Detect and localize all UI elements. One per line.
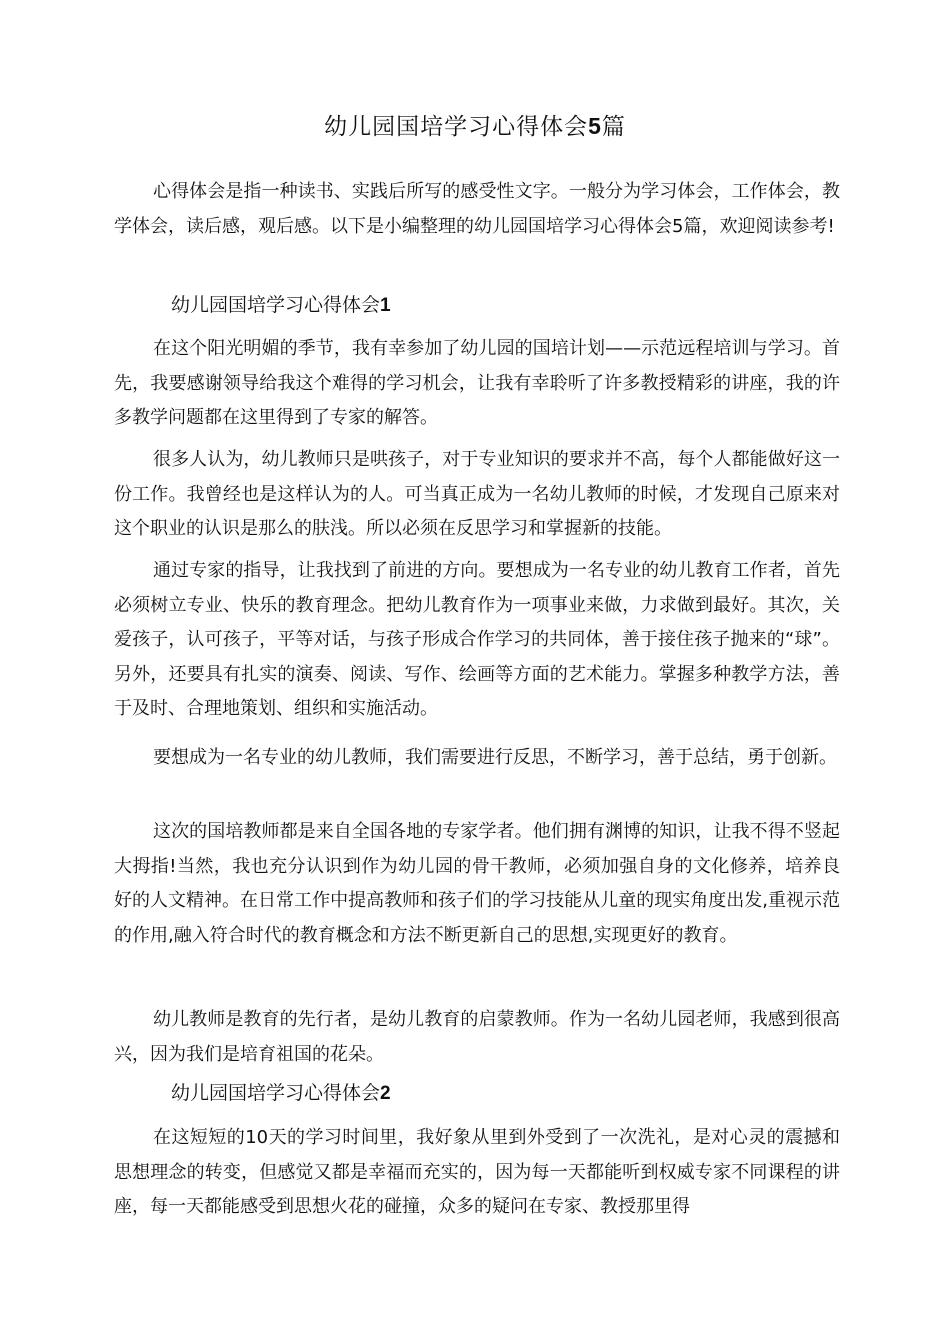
section-2-heading-text: 幼儿园国培学习心得体会 <box>171 1082 381 1104</box>
section-1-heading <box>171 288 391 323</box>
section-2-paragraph: 在这短短的10天的学习时间里，我好象从里到外受到了一次洗礼，是对心灵的震撼和思想理念的转变，但感觉又都是幸福而充实的，因为每一天都能听到权威专家不同课程的讲座，每一天都能感受到思想火花的碰撞，众多的疑问在专家、教授那里得 <box>114 1127 840 1218</box>
section-1-heading-text: 幼儿园国培学习心得体会 <box>171 294 381 316</box>
section-1-paragraph: 幼儿教师是教育的先行者，是幼儿教育的启蒙教师。作为一名幼儿园老师，我感到很高兴，因为我们是培育祖国的花朵。 <box>114 1009 840 1065</box>
section-2-heading-number: 2 <box>380 1083 391 1104</box>
section-1-heading-number: 1 <box>380 295 391 316</box>
section-1-paragraph: 在这个阳光明媚的季节，我有幸参加了幼儿园的国培计划——示范远程培训与学习。首先，我要感谢领导给我这个难得的学习机会，让我有幸聆听了许多教授精彩的讲座，我的许多教学问题都在这里得到了专家的解答。 <box>114 338 840 429</box>
intro-paragraph: 心得体会是指一种读书、实践后所写的感受性文字。一般分为学习体会，工作体会，教学体会，读后感，观后感。以下是小编整理的幼儿园国培学习心得体会5篇，欢迎阅读参考! <box>114 181 840 237</box>
section-1-paragraph: 要想成为一名专业的幼儿教师，我们需要进行反思，不断学习，善于总结，勇于创新。 <box>153 747 837 768</box>
section-2-heading <box>171 1076 391 1111</box>
section-1-paragraph: 很多人认为，幼儿教师只是哄孩子，对于专业知识的要求并不高，每个人都能做好这一份工作。我曾经也是这样认为的人。可当真正成为一名幼儿教师的时候，才发现自己原来对这个职业的认识是那么的肤浅。所以必须在反思学习和掌握新的技能。 <box>114 449 840 540</box>
document-title-number: 5 <box>588 113 602 139</box>
section-1-paragraph: 通过专家的指导，让我找到了前进的方向。要想成为一名专业的幼儿教育工作者，首先必须树立专业、快乐的教育理念。把幼儿教育作为一项事业来做，力求做到最好。其次，关爱孩子，认可孩子，平等对话，与孩子形成合作学习的共同体，善于接住孩子抛来的“球”。另外，还要具有扎实的演奏、阅读、写作、绘画等方面的艺术能力。掌握多种教学方法，善于及时、合理地策划、组织和实施活动。 <box>114 560 840 720</box>
document-title <box>0 106 950 147</box>
document-title-text: 幼儿园国培学习心得体会 <box>324 114 589 140</box>
section-1-paragraph: 这次的国培教师都是来自全国各地的专家学者。他们拥有渊博的知识，让我不得不竖起大拇指!当然，我也充分认识到作为幼儿园的骨干教师，必须加强自身的文化修养，培养良好的人文精神。在日常工作中提高教师和孩子们的学习技能从儿童的现实角度出发,重视示范的作用,融入符合时代的教育概念和方法不断更新自己的思想,实现更好的教育。 <box>114 821 840 946</box>
document-title-suffix: 篇 <box>601 114 626 140</box>
